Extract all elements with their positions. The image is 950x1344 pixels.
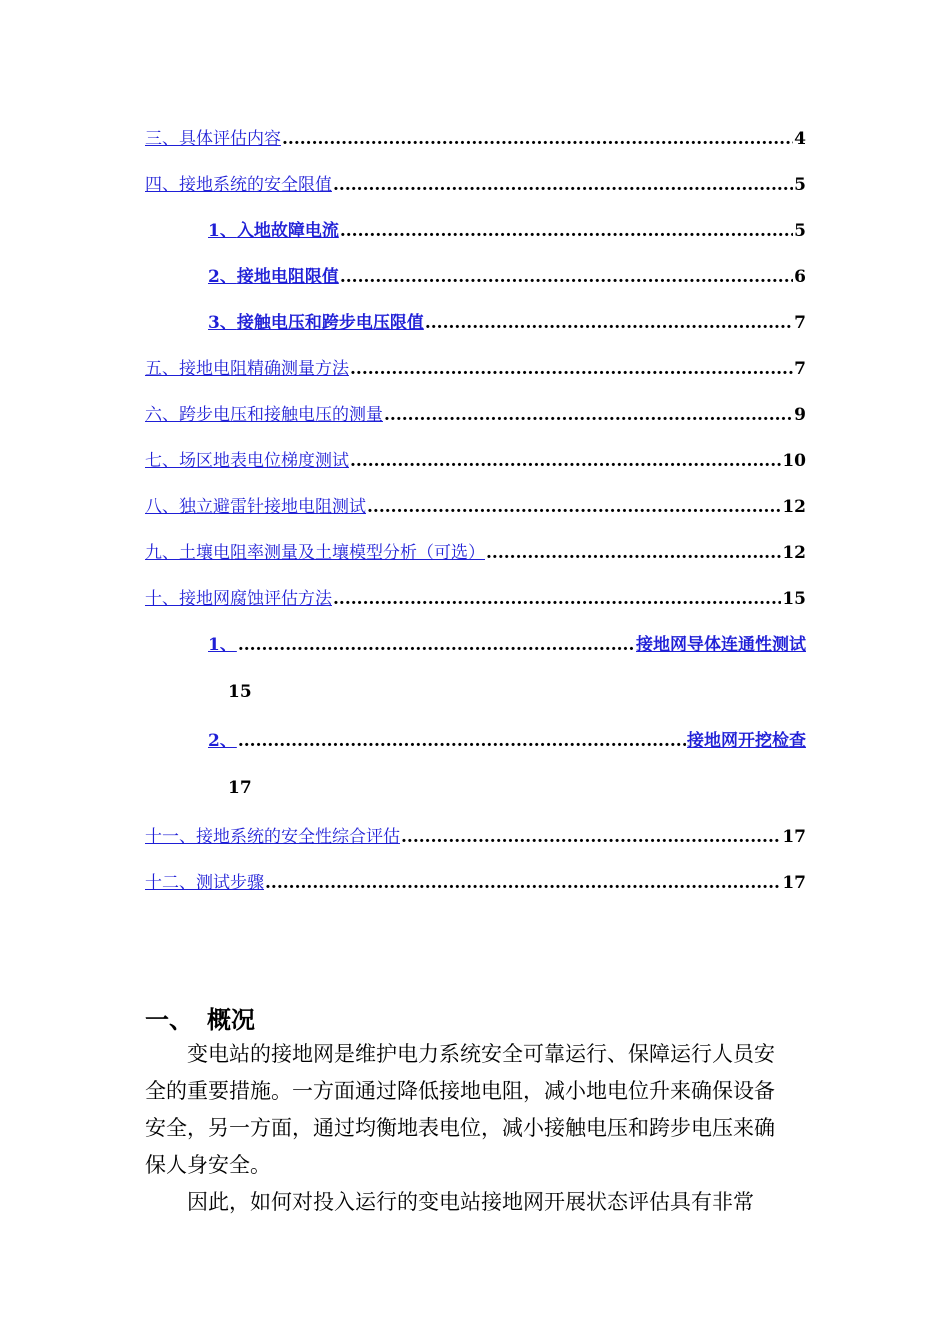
toc-title[interactable]: 独立避雷针接地电阻测试: [179, 497, 366, 517]
section-title: 概况: [207, 1006, 255, 1034]
toc-leader: [350, 359, 793, 379]
toc-entry-10-2[interactable]: [208, 726, 806, 750]
toc-leader: [384, 405, 793, 425]
toc-page: 4: [794, 129, 806, 149]
toc-leader: [238, 635, 635, 655]
toc-page: 5: [794, 221, 806, 241]
toc-page: 7: [794, 313, 806, 333]
toc-page: 12: [782, 497, 806, 517]
toc-page: 12: [782, 543, 806, 563]
toc-number[interactable]: 2、: [208, 731, 237, 751]
toc-number[interactable]: 四、: [145, 175, 179, 195]
toc-leader: [425, 313, 793, 333]
toc-title[interactable]: 接地电阻精确测量方法: [179, 359, 349, 379]
toc-title[interactable]: 接地网导体连通性测试: [636, 635, 806, 655]
toc-leader: [401, 827, 781, 847]
toc-entry-12[interactable]: [145, 868, 806, 892]
toc-entry-4-1[interactable]: [208, 216, 806, 240]
toc-number[interactable]: 1、: [208, 635, 237, 655]
toc-number[interactable]: 五、: [145, 359, 179, 379]
toc-page: 17: [782, 873, 806, 893]
toc-title[interactable]: 接地网开挖检查: [687, 731, 806, 751]
toc-title[interactable]: 具体评估内容: [179, 129, 281, 149]
toc-number[interactable]: 九、: [145, 543, 179, 563]
toc-page: 17: [782, 827, 806, 847]
toc-leader: [340, 221, 793, 241]
toc-entry-3[interactable]: [145, 124, 806, 148]
section-number: 一、: [145, 1006, 193, 1034]
toc-title[interactable]: 测试步骤: [196, 873, 264, 893]
toc-page: 5: [794, 175, 806, 195]
toc-page: 17: [228, 778, 252, 798]
toc-entry-8[interactable]: [145, 492, 806, 516]
toc-page: 7: [794, 359, 806, 379]
toc-entry-7[interactable]: [145, 446, 806, 470]
toc-title[interactable]: 土壤电阻率测量及土壤模型分析（可选）: [179, 543, 485, 563]
toc-entry-10[interactable]: [145, 584, 806, 608]
toc-leader: [486, 543, 781, 563]
toc-leader: [238, 731, 686, 751]
toc-entry-11[interactable]: [145, 822, 806, 846]
toc-leader: [282, 129, 793, 149]
toc-entry-6[interactable]: [145, 400, 806, 424]
toc-number[interactable]: 十二、: [145, 873, 196, 893]
toc-entry-4-3[interactable]: [208, 308, 806, 332]
section-heading: [145, 1000, 255, 1035]
toc-entry-5[interactable]: [145, 354, 806, 378]
toc-number[interactable]: 三、: [145, 129, 179, 149]
toc-entry-10-1[interactable]: [208, 630, 806, 654]
toc-leader: [350, 451, 781, 471]
toc-title[interactable]: 接触电压和跨步电压限值: [236, 313, 424, 333]
toc-title[interactable]: 入地故障电流: [236, 221, 339, 241]
body-paragraph: 因此，如何对投入运行的变电站接地网开展状态评估具有非常: [187, 1190, 754, 1214]
toc-page: 9: [794, 405, 806, 425]
toc-page: 10: [782, 451, 806, 471]
toc-number[interactable]: 六、: [145, 405, 179, 425]
body-paragraph: 变电站的接地网是维护电力系统安全可靠运行、保障运行人员安全的重要措施。一方面通过降低接地电阻，减小地电位升来确保设备安全，另一方面，通过均衡地表电位，减小接触电压和跨步电压来确保人身安全。: [145, 1042, 775, 1177]
toc-number[interactable]: 八、: [145, 497, 179, 517]
toc-leader: [333, 175, 793, 195]
toc-number[interactable]: 七、: [145, 451, 179, 471]
toc-leader: [333, 589, 781, 609]
toc-number[interactable]: 十、: [145, 589, 179, 609]
toc-page: 15: [782, 589, 806, 609]
toc-title[interactable]: 接地电阻限值: [236, 267, 339, 287]
toc-number[interactable]: 1、: [208, 221, 237, 241]
toc-entry-9[interactable]: [145, 538, 806, 562]
toc-number[interactable]: 十一、: [145, 827, 196, 847]
toc-title[interactable]: 场区地表电位梯度测试: [179, 451, 349, 471]
toc-title[interactable]: 接地系统的安全限值: [179, 175, 332, 195]
toc-entry-4[interactable]: [145, 170, 806, 194]
toc-leader: [340, 267, 793, 287]
toc-page: 15: [228, 682, 252, 702]
toc-page: 6: [794, 267, 806, 287]
toc-number[interactable]: 3、: [208, 313, 237, 333]
toc-title[interactable]: 接地网腐蚀评估方法: [179, 589, 332, 609]
toc-entry-4-2[interactable]: [208, 262, 806, 286]
toc-leader: [367, 497, 781, 517]
toc-title[interactable]: 接地系统的安全性综合评估: [196, 827, 400, 847]
toc-number[interactable]: 2、: [208, 267, 237, 287]
toc-title[interactable]: 跨步电压和接触电压的测量: [179, 405, 383, 425]
toc-leader: [265, 873, 781, 893]
